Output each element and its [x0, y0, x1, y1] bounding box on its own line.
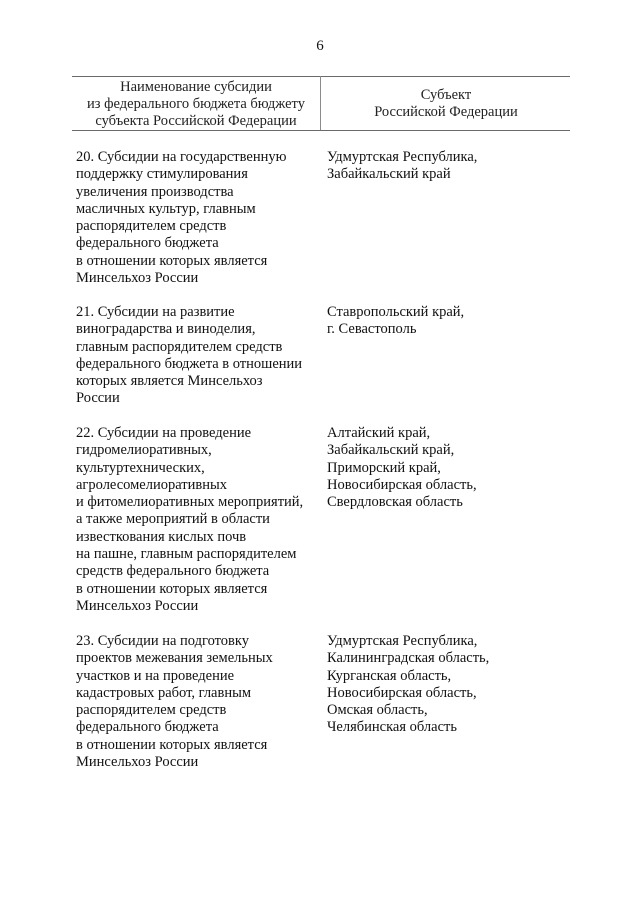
header-subsidy-name: Наименование субсидии из федерального бюджета бюджету субъекта Российской Федерации [87, 79, 305, 129]
header-federal-subject: Субъект Российской Федерации [374, 87, 518, 120]
table-header-bottom-rule [72, 130, 570, 131]
page-number: 6 [316, 38, 324, 54]
federal-subjects-cell: Ставропольский край, г. Севастополь [327, 304, 465, 338]
subsidy-name-cell: 22. Субсидии на проведение гидромелиоративных, культуртехнических, агролесомелиоративных и фитомелиоративных мероприятий, а также мероприятий в области известкования кислых почв на пашне, главным распорядителем средств федерального бюджета в отношении которых является Минсельхоз России [76, 425, 304, 614]
table-top-rule [72, 76, 570, 77]
header-column-divider [320, 76, 321, 130]
federal-subjects-cell: Алтайский край, Забайкальский край, Приморский край, Новосибирская область, Свердловская область [327, 425, 477, 511]
federal-subjects-cell: Удмуртская Республика, Забайкальский край [327, 149, 478, 183]
subsidy-name-cell: 23. Субсидии на подготовку проектов межевания земельных участков и на проведение кадастровых работ, главным распорядителем средств федерального бюджета в отношении которых является Минсельхоз России [76, 633, 273, 771]
subsidy-name-cell: 21. Субсидии на развитие виноградарства и виноделия, главным распорядителем средств федерального бюджета в отношении которых является Минсельхоз России [76, 304, 303, 407]
federal-subjects-cell: Удмуртская Республика, Калининградская область, Курганская область, Новосибирская область, Омская область, Челябинская область [327, 633, 490, 736]
subsidy-name-cell: 20. Субсидии на государственную поддержку стимулирования увеличения производства масличных культур, главным распорядителем средств федерального бюджета в отношении которых является Минсельхоз России [76, 149, 287, 287]
